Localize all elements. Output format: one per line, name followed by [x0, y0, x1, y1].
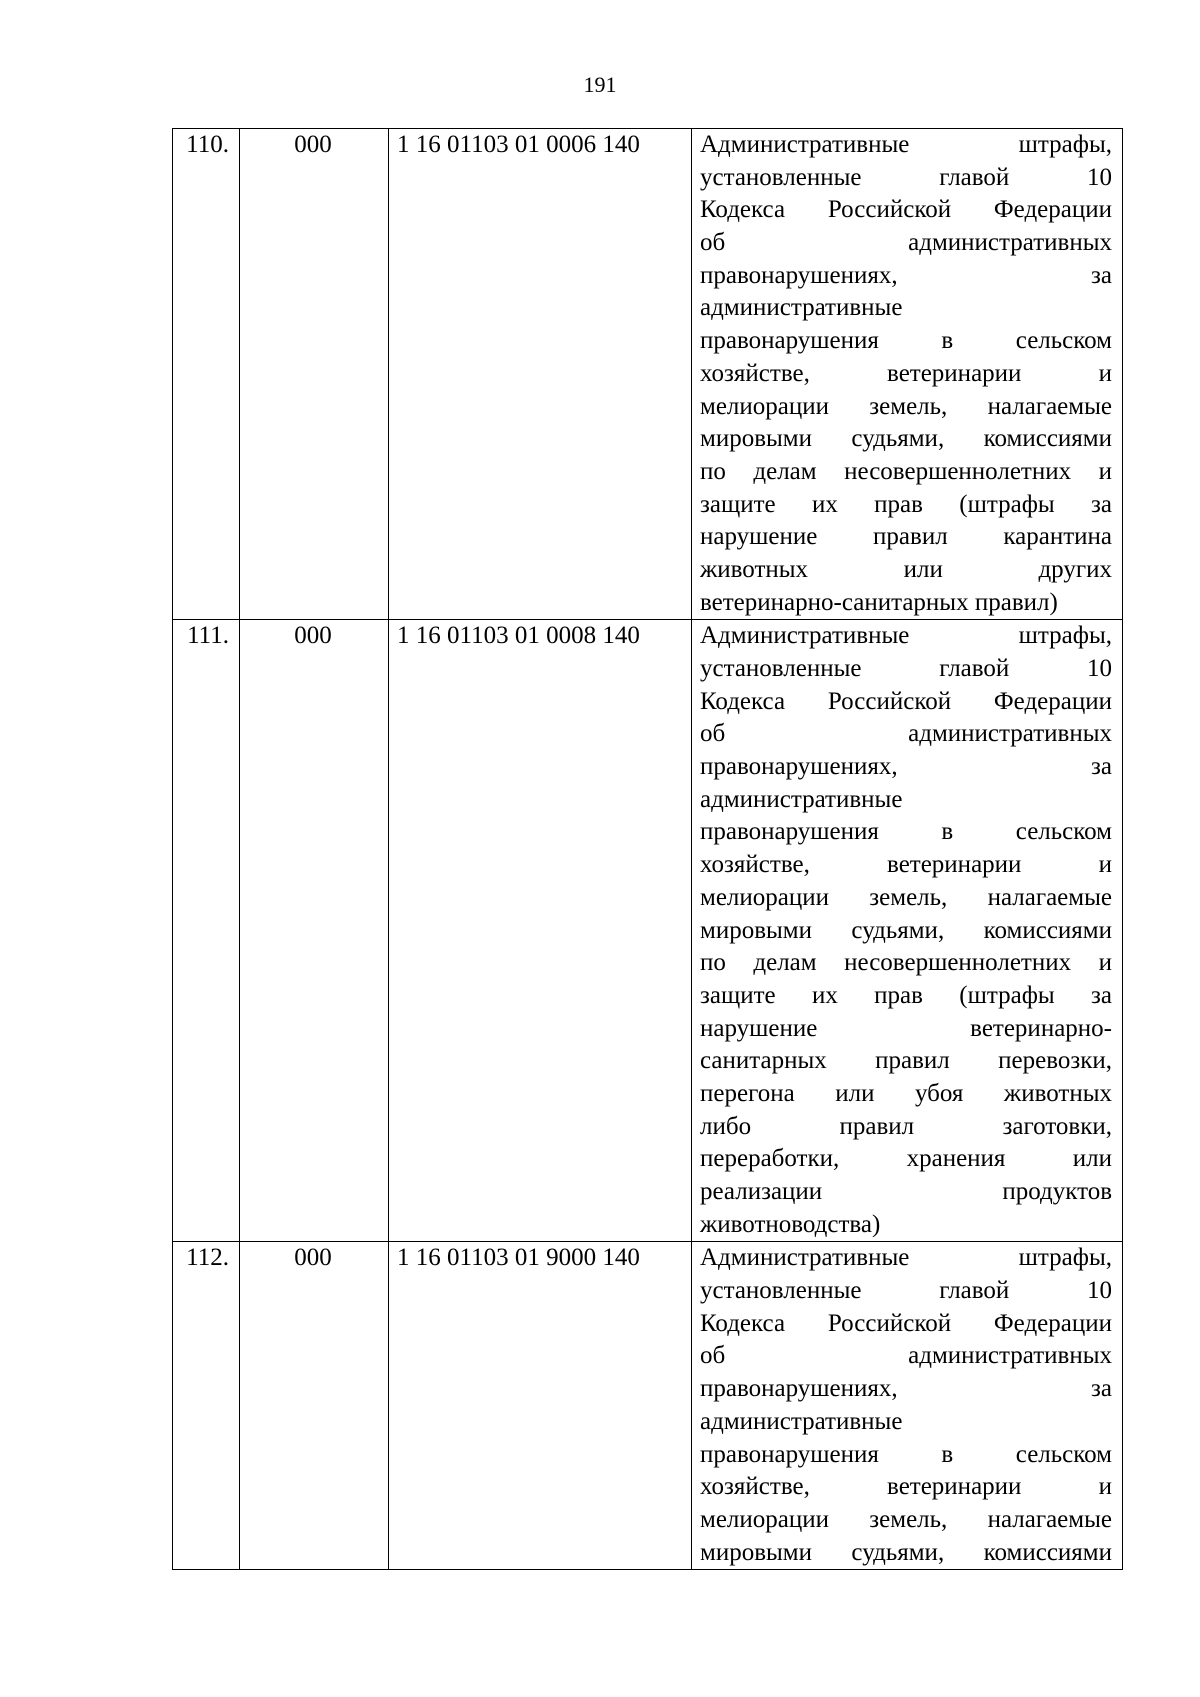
- description-line: правонарушениях, за: [700, 261, 1112, 289]
- description-line: нарушение правил карантина: [700, 523, 1112, 551]
- description-line: по делам несовершеннолетних и: [700, 457, 1112, 485]
- description-line: правонарушениях, за: [700, 1375, 1112, 1403]
- description-line: животноводства): [700, 1210, 881, 1238]
- description-line: санитарных правил перевозки,: [700, 1047, 1112, 1075]
- description-line: мировыми судьями, комиссиями: [700, 1538, 1112, 1566]
- description-line: Кодекса Российской Федерации: [700, 687, 1112, 715]
- description-line: защите их прав (штрафы за: [700, 981, 1112, 1009]
- admin-code-cell: 000: [240, 620, 389, 1242]
- description-cell: [692, 129, 1123, 620]
- description-line: хозяйстве, ветеринарии и: [700, 359, 1112, 387]
- description-line: об административных: [700, 720, 1112, 748]
- description-line: мелиорации земель, налагаемые: [700, 392, 1112, 420]
- description-line: Административные штрафы,: [700, 622, 1112, 650]
- description-line: перегона или убоя животных: [700, 1079, 1112, 1107]
- description-line: мировыми судьями, комиссиями: [700, 425, 1112, 453]
- description-cell: [692, 620, 1123, 1242]
- description-cell: [692, 1242, 1123, 1570]
- kbk-code-cell: 1 16 01103 01 0008 140: [389, 620, 692, 1242]
- description-line: Административные штрафы,: [700, 1244, 1112, 1272]
- table-row: [173, 1242, 1123, 1570]
- description-line: Кодекса Российской Федерации: [700, 196, 1112, 224]
- description-line: мелиорации земель, налагаемые: [700, 1505, 1112, 1533]
- row-number-cell: 112.: [173, 1242, 240, 1570]
- admin-code-cell: 000: [240, 1242, 389, 1570]
- description-line: об административных: [700, 1342, 1112, 1370]
- description-line: установленные главой 10: [700, 655, 1112, 682]
- description-line: установленные главой 10: [700, 163, 1112, 191]
- description-line: Кодекса Российской Федерации: [700, 1309, 1112, 1337]
- description-line: либо правил заготовки,: [700, 1112, 1112, 1140]
- row-number-cell: 111.: [173, 620, 240, 1242]
- description-line: нарушение ветеринарно-: [700, 1014, 1112, 1042]
- table-body: [173, 129, 1123, 1570]
- kbk-code-cell: 1 16 01103 01 0006 140: [389, 129, 692, 620]
- description-line: ветеринарно-санитарных правил): [700, 588, 1058, 616]
- description-line: животных или других: [700, 555, 1112, 583]
- description-line: установленные главой 10: [700, 1277, 1112, 1305]
- description-line: правонарушения в сельском: [700, 818, 1112, 846]
- description-line: реализации продуктов: [700, 1178, 1112, 1205]
- description-line: Административные штрафы,: [700, 131, 1112, 158]
- description-line: правонарушения в сельском: [700, 327, 1112, 355]
- description-line: мелиорации земель, налагаемые: [700, 883, 1112, 911]
- description-line: правонарушения в сельском: [700, 1440, 1112, 1468]
- row-number-cell: 110.: [173, 129, 240, 620]
- description-line: административные: [700, 294, 903, 322]
- description-line: правонарушениях, за: [700, 753, 1112, 781]
- description-line: по делам несовершеннолетних и: [700, 949, 1112, 977]
- table-row: [173, 129, 1123, 620]
- description-line: административные: [700, 1407, 903, 1435]
- page-number: 191: [583, 72, 617, 97]
- description-line: мировыми судьями, комиссиями: [700, 916, 1112, 944]
- description-line: защите их прав (штрафы за: [700, 490, 1112, 518]
- table-row: [173, 620, 1123, 1242]
- description-line: об административных: [700, 229, 1112, 257]
- description-line: хозяйстве, ветеринарии и: [700, 851, 1112, 879]
- admin-code-cell: 000: [240, 129, 389, 620]
- budget-classification-table: [172, 128, 1123, 1570]
- description-line: переработки, хранения или: [700, 1145, 1112, 1173]
- description-line: хозяйстве, ветеринарии и: [700, 1473, 1112, 1501]
- kbk-code-cell: 1 16 01103 01 9000 140: [389, 1242, 692, 1570]
- description-line: административные: [700, 785, 903, 813]
